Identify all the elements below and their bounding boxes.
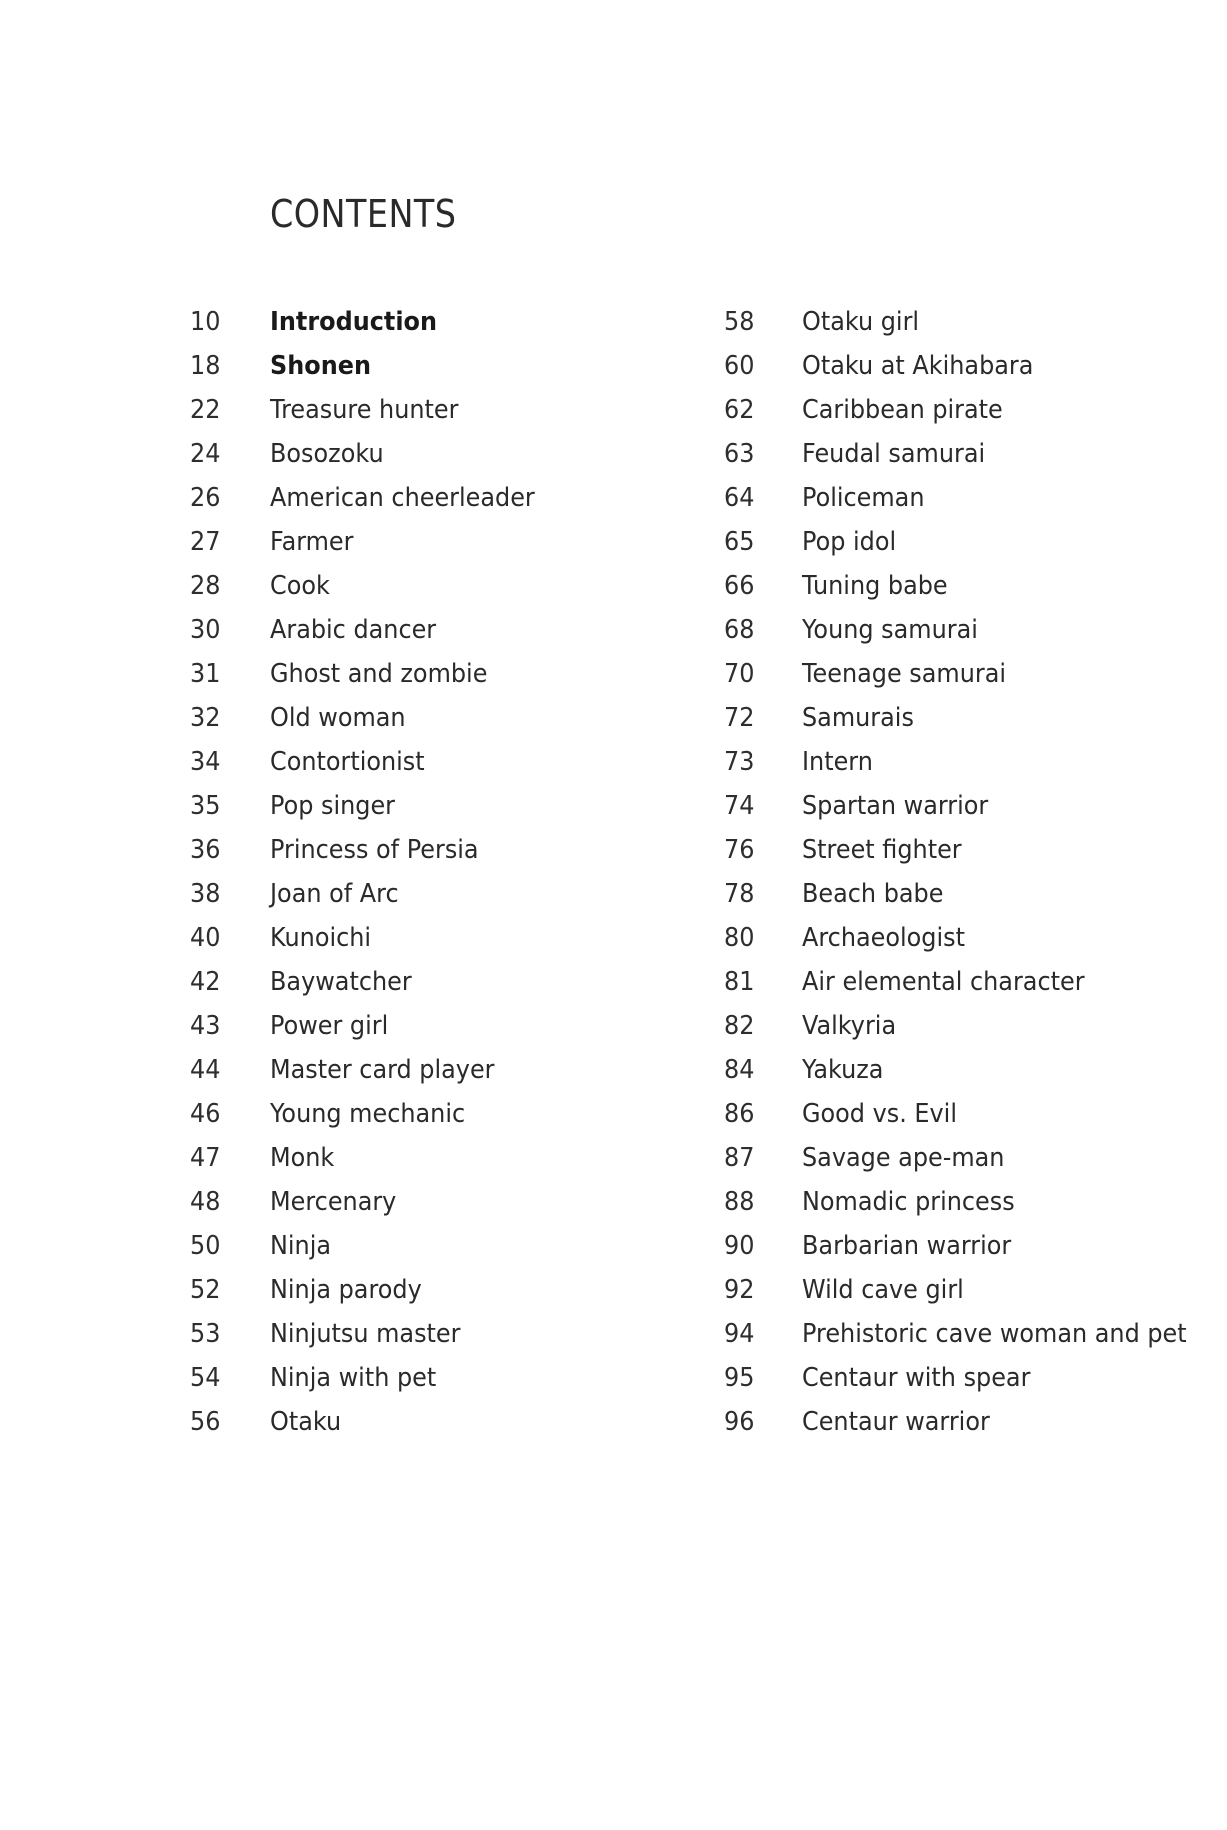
toc-entry <box>190 1136 558 1180</box>
toc-entry-title: Teenage samurai <box>802 659 1007 689</box>
toc-page-number: 27 <box>190 527 221 557</box>
toc-entry-title: Otaku <box>270 1407 342 1437</box>
toc-entry-title: Prehistoric cave woman and pet <box>802 1319 1187 1349</box>
toc-page-number: 81 <box>724 967 755 997</box>
toc-entry <box>190 1092 558 1136</box>
toc-page-number: 50 <box>190 1231 221 1261</box>
toc-column-right <box>724 300 1220 1444</box>
toc-entry-title: Arabic dancer <box>270 615 437 645</box>
toc-entry <box>190 432 558 476</box>
toc-entry-title: American cheerleader <box>270 483 535 513</box>
toc-page-number: 65 <box>724 527 755 557</box>
toc-page-number: 18 <box>190 351 221 381</box>
toc-page-number: 22 <box>190 395 221 425</box>
toc-entry <box>190 1356 558 1400</box>
toc-entry <box>190 740 558 784</box>
toc-entry-title: Ninja with pet <box>270 1363 437 1393</box>
toc-entry-title: Street fighter <box>802 835 962 865</box>
toc-entry-title: Savage ape-man <box>802 1143 1005 1173</box>
toc-page-number: 63 <box>724 439 755 469</box>
toc-entry <box>724 476 1220 520</box>
toc-entry-title: Centaur with spear <box>802 1363 1031 1393</box>
toc-entry <box>190 300 558 344</box>
toc-entry-title: Intern <box>802 747 873 777</box>
toc-entry <box>190 872 558 916</box>
toc-entry <box>724 344 1220 388</box>
toc-entry-title: Otaku at Akihabara <box>802 351 1034 381</box>
toc-entry <box>724 1356 1220 1400</box>
toc-entry-title: Beach babe <box>802 879 944 909</box>
toc-entry-title: Power girl <box>270 1011 389 1041</box>
toc-entry <box>724 828 1220 872</box>
toc-entry-title: Treasure hunter <box>270 395 459 425</box>
toc-page-number: 87 <box>724 1143 755 1173</box>
toc-entry-title: Monk <box>270 1143 335 1173</box>
toc-entry <box>724 388 1220 432</box>
toc-page-number: 95 <box>724 1363 755 1393</box>
toc-page-number: 40 <box>190 923 221 953</box>
toc-entry <box>190 652 558 696</box>
toc-entry-title: Wild cave girl <box>802 1275 964 1305</box>
toc-entry-title: Spartan warrior <box>802 791 989 821</box>
toc-entry-title: Contortionist <box>270 747 425 777</box>
toc-entry <box>190 960 558 1004</box>
toc-entry-title: Baywatcher <box>270 967 412 997</box>
toc-entry <box>190 564 558 608</box>
toc-page-number: 64 <box>724 483 755 513</box>
toc-page-number: 58 <box>724 307 755 337</box>
toc-page-number: 90 <box>724 1231 755 1261</box>
toc-page-number: 46 <box>190 1099 221 1129</box>
toc-page-number: 62 <box>724 395 755 425</box>
toc-page-number: 68 <box>724 615 755 645</box>
toc-entry <box>724 608 1220 652</box>
toc-entry-title: Centaur warrior <box>802 1407 990 1437</box>
toc-page-number: 52 <box>190 1275 221 1305</box>
toc-entry-title: Princess of Persia <box>270 835 479 865</box>
toc-entry <box>190 608 558 652</box>
toc-entry <box>724 432 1220 476</box>
toc-entry-title: Good vs. Evil <box>802 1099 957 1129</box>
toc-entry <box>190 520 558 564</box>
toc-entry-title: Bosozoku <box>270 439 384 469</box>
toc-page-number: 54 <box>190 1363 221 1393</box>
toc-entry <box>724 960 1220 1004</box>
toc-entry <box>190 1400 558 1444</box>
toc-entry <box>190 1312 558 1356</box>
toc-entry <box>724 740 1220 784</box>
toc-page-number: 34 <box>190 747 221 777</box>
toc-entry-title: Ninja parody <box>270 1275 422 1305</box>
toc-page-number: 80 <box>724 923 755 953</box>
toc-entry-title: Pop idol <box>802 527 897 557</box>
toc-entry <box>724 784 1220 828</box>
toc-entry-title: Barbarian warrior <box>802 1231 1012 1261</box>
toc-entry <box>724 916 1220 960</box>
toc-page-number: 60 <box>724 351 755 381</box>
toc-entry-title: Policeman <box>802 483 925 513</box>
toc-page-number: 31 <box>190 659 221 689</box>
toc-column-left <box>190 300 558 1444</box>
toc-entry <box>724 564 1220 608</box>
toc-entry <box>724 1268 1220 1312</box>
toc-entry <box>724 520 1220 564</box>
toc-page-number: 38 <box>190 879 221 909</box>
toc-entry-title: Feudal samurai <box>802 439 986 469</box>
toc-entry <box>724 1092 1220 1136</box>
toc-entry <box>190 916 558 960</box>
toc-entry-title: Farmer <box>270 527 354 557</box>
toc-entry <box>190 1224 558 1268</box>
toc-page-number: 10 <box>190 307 221 337</box>
toc-entry <box>190 1004 558 1048</box>
toc-entry-title: Valkyria <box>802 1011 897 1041</box>
toc-entry <box>724 1136 1220 1180</box>
toc-page-number: 74 <box>724 791 755 821</box>
toc-entry <box>724 1048 1220 1092</box>
toc-page-number: 92 <box>724 1275 755 1305</box>
toc-entry <box>724 1312 1220 1356</box>
toc-entry <box>190 1180 558 1224</box>
toc-entry <box>190 1268 558 1312</box>
toc-page-number: 53 <box>190 1319 221 1349</box>
toc-page-number: 26 <box>190 483 221 513</box>
toc-entry-title: Introduction <box>270 307 438 337</box>
toc-entry-title: Ghost and zombie <box>270 659 488 689</box>
toc-page-number: 30 <box>190 615 221 645</box>
toc-entry-title: Joan of Arc <box>270 879 399 909</box>
toc-entry-title: Kunoichi <box>270 923 372 953</box>
toc-page-number: 32 <box>190 703 221 733</box>
toc-entry <box>190 476 558 520</box>
toc-entry-title: Pop singer <box>270 791 396 821</box>
toc-page-number: 47 <box>190 1143 221 1173</box>
toc-page-number: 78 <box>724 879 755 909</box>
toc-entry <box>190 828 558 872</box>
toc-entry <box>724 872 1220 916</box>
toc-page-number: 28 <box>190 571 221 601</box>
toc-entry <box>724 1400 1220 1444</box>
toc-entry-title: Samurais <box>802 703 914 733</box>
toc-entry <box>724 1224 1220 1268</box>
toc-page-number: 72 <box>724 703 755 733</box>
toc-page-number: 56 <box>190 1407 221 1437</box>
toc-page-number: 42 <box>190 967 221 997</box>
toc-entry-title: Ninja <box>270 1231 332 1261</box>
toc-page-number: 73 <box>724 747 755 777</box>
toc-page-number: 43 <box>190 1011 221 1041</box>
toc-entry <box>724 652 1220 696</box>
toc-entry <box>190 388 558 432</box>
toc-entry-title: Ninjutsu master <box>270 1319 461 1349</box>
toc-entry-title: Young mechanic <box>270 1099 466 1129</box>
toc-entry-title: Young samurai <box>802 615 978 645</box>
toc-page-number: 36 <box>190 835 221 865</box>
toc-entry-title: Shonen <box>270 351 371 381</box>
toc-entry <box>724 300 1220 344</box>
toc-page-number: 88 <box>724 1187 755 1217</box>
toc-page-number: 76 <box>724 835 755 865</box>
toc-entry <box>190 344 558 388</box>
toc-entry-title: Yakuza <box>802 1055 884 1085</box>
toc-entry-title: Nomadic princess <box>802 1187 1015 1217</box>
toc-entry <box>190 1048 558 1092</box>
toc-entry <box>724 1180 1220 1224</box>
toc-entry-title: Archaeologist <box>802 923 965 953</box>
toc-entry-title: Tuning babe <box>802 571 948 601</box>
toc-entry <box>724 1004 1220 1048</box>
toc-entry <box>724 696 1220 740</box>
toc-page-number: 86 <box>724 1099 755 1129</box>
toc-entry-title: Caribbean pirate <box>802 395 1003 425</box>
toc-page-number: 24 <box>190 439 221 469</box>
toc-page-number: 35 <box>190 791 221 821</box>
toc-page-number: 48 <box>190 1187 221 1217</box>
toc-entry-title: Otaku girl <box>802 307 920 337</box>
toc-entry <box>190 784 558 828</box>
toc-page-number: 44 <box>190 1055 221 1085</box>
toc-entry-title: Old woman <box>270 703 406 733</box>
toc-page-number: 66 <box>724 571 755 601</box>
page-title: CONTENTS <box>270 192 457 236</box>
toc-page-number: 82 <box>724 1011 755 1041</box>
toc-page-number: 94 <box>724 1319 755 1349</box>
toc-entry-title: Air elemental character <box>802 967 1085 997</box>
toc-page-number: 96 <box>724 1407 755 1437</box>
toc-entry-title: Master card player <box>270 1055 495 1085</box>
toc-page-number: 70 <box>724 659 755 689</box>
toc-entry-title: Cook <box>270 571 330 601</box>
toc-page-number: 84 <box>724 1055 755 1085</box>
toc-entry-title: Mercenary <box>270 1187 397 1217</box>
toc-entry <box>190 696 558 740</box>
